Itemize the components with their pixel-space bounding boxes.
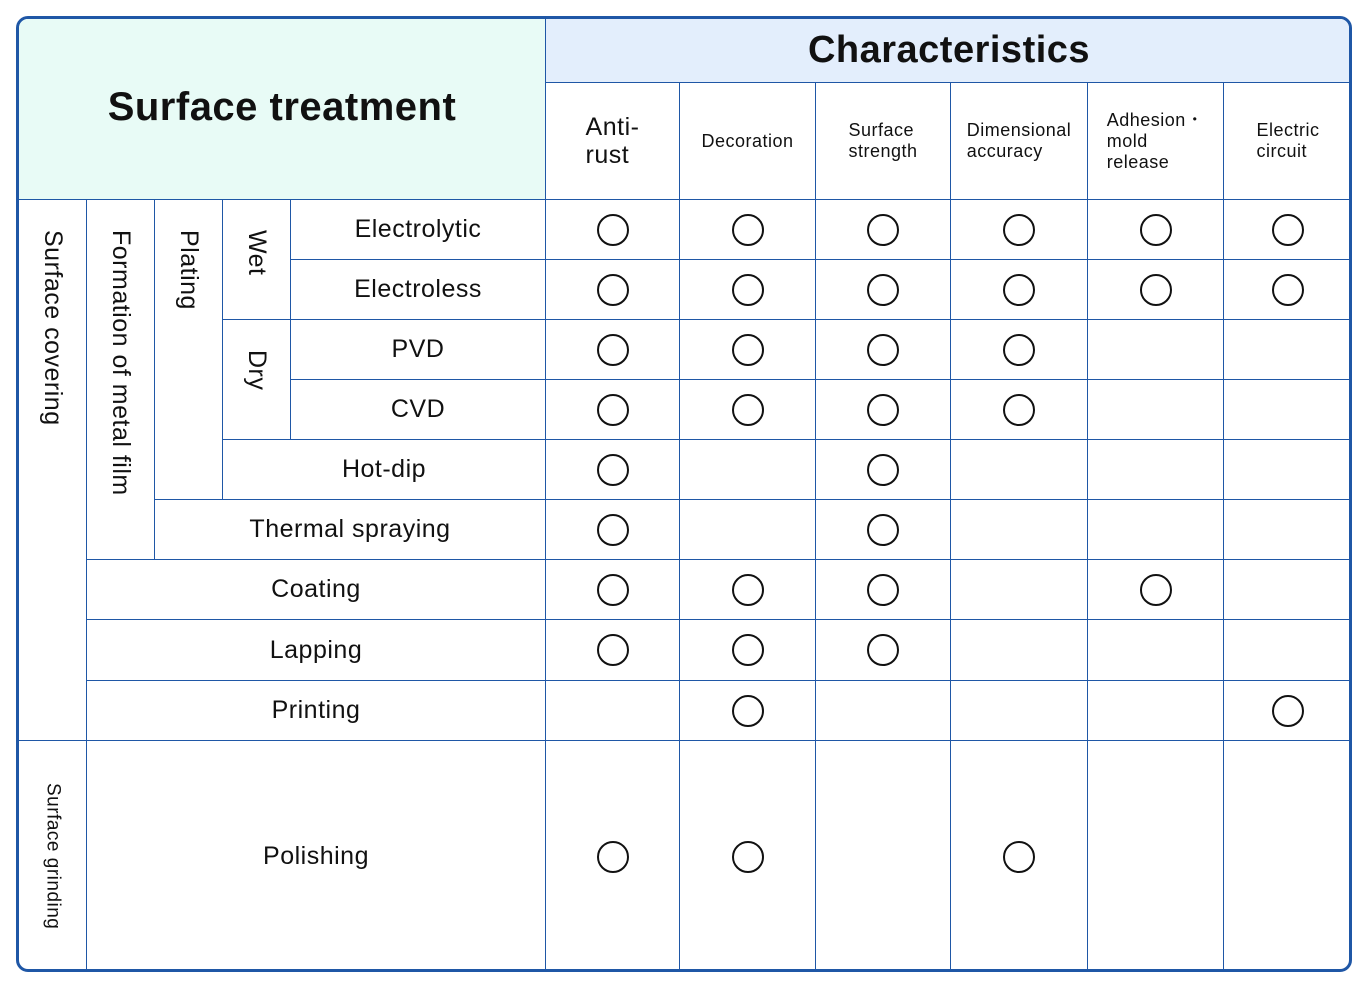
mark-cell xyxy=(816,380,951,440)
circle-mark-icon xyxy=(867,334,899,366)
row-label-cell xyxy=(291,320,546,380)
row-label-cell xyxy=(155,500,546,560)
mark-cell xyxy=(816,741,951,972)
mark-cell xyxy=(1224,200,1352,260)
mark-cell xyxy=(816,200,951,260)
mark-cell xyxy=(680,200,816,260)
mark-cell xyxy=(951,681,1088,741)
circle-mark-icon xyxy=(867,574,899,606)
circle-mark-icon xyxy=(1003,334,1035,366)
circle-mark-icon xyxy=(867,274,899,306)
row-label: Polishing xyxy=(263,842,369,870)
mark-cell xyxy=(816,320,951,380)
mark-cell xyxy=(1224,440,1352,500)
circle-mark-icon xyxy=(1003,274,1035,306)
circle-mark-icon xyxy=(867,514,899,546)
wet-label: Wet xyxy=(243,230,271,276)
circle-mark-icon xyxy=(732,274,764,306)
circle-mark-icon xyxy=(1272,695,1304,727)
mark-cell xyxy=(816,260,951,320)
mark-cell xyxy=(546,320,680,380)
circle-mark-icon xyxy=(1003,214,1035,246)
mark-cell xyxy=(816,500,951,560)
row-label-cell xyxy=(87,741,546,972)
circle-mark-icon xyxy=(597,634,629,666)
mark-cell xyxy=(546,500,680,560)
circle-mark-icon xyxy=(732,695,764,727)
mark-cell xyxy=(951,440,1088,500)
circle-mark-icon xyxy=(732,634,764,666)
circle-mark-icon xyxy=(867,214,899,246)
mark-cell xyxy=(1088,620,1224,681)
mark-cell xyxy=(951,741,1088,972)
row-label: Thermal spraying xyxy=(249,515,451,543)
mark-cell xyxy=(680,620,816,681)
mark-cell xyxy=(951,620,1088,681)
metal-film-label: Formation of metal film xyxy=(107,230,135,496)
column-header-6 xyxy=(1224,83,1352,200)
mark-cell xyxy=(1088,681,1224,741)
category-surface-grinding xyxy=(19,741,87,972)
mark-cell xyxy=(951,320,1088,380)
category-metal-film xyxy=(87,200,155,560)
row-label: Lapping xyxy=(269,635,363,664)
mark-cell xyxy=(680,560,816,620)
mark-cell xyxy=(951,500,1088,560)
mark-cell xyxy=(1224,380,1352,440)
row-label-cell xyxy=(291,380,546,440)
circle-mark-icon xyxy=(732,574,764,606)
plating-label: Plating xyxy=(175,230,203,310)
mark-cell xyxy=(816,620,951,681)
mark-cell xyxy=(680,260,816,320)
row-label-cell xyxy=(291,260,546,320)
mark-cell xyxy=(1224,500,1352,560)
mark-cell xyxy=(1224,681,1352,741)
circle-mark-icon xyxy=(1272,274,1304,306)
mark-cell xyxy=(546,681,680,741)
row-label: Coating xyxy=(271,575,361,603)
mark-cell xyxy=(680,681,816,741)
mark-cell xyxy=(680,500,816,560)
circle-mark-icon xyxy=(597,274,629,306)
mark-cell xyxy=(1088,741,1224,972)
mark-cell xyxy=(1088,200,1224,260)
mark-cell xyxy=(1088,560,1224,620)
circle-mark-icon xyxy=(1003,841,1035,873)
mark-cell xyxy=(680,741,816,972)
category-plating xyxy=(155,200,223,500)
mark-cell xyxy=(1224,741,1352,972)
surface-treatment-header xyxy=(19,19,546,200)
characteristics-title: Characteristics xyxy=(807,29,1091,71)
characteristics-header xyxy=(546,19,1352,83)
row-label: Printing xyxy=(271,696,361,724)
column-header-2 xyxy=(680,83,816,200)
row-label-cell xyxy=(291,200,546,260)
mark-cell xyxy=(816,440,951,500)
mark-cell xyxy=(680,320,816,380)
mark-cell xyxy=(951,380,1088,440)
column-header-5 xyxy=(1088,83,1224,200)
circle-mark-icon xyxy=(1003,394,1035,426)
circle-mark-icon xyxy=(597,514,629,546)
surface-covering-label: Surface covering xyxy=(39,230,67,426)
mark-cell xyxy=(951,200,1088,260)
mark-cell xyxy=(816,560,951,620)
mark-cell xyxy=(951,260,1088,320)
circle-mark-icon xyxy=(597,214,629,246)
mark-cell xyxy=(680,380,816,440)
mark-cell xyxy=(1088,380,1224,440)
column-header-label: Surface strength xyxy=(848,120,918,161)
mark-cell xyxy=(1088,260,1224,320)
mark-cell xyxy=(816,681,951,741)
mark-cell xyxy=(546,620,680,681)
circle-mark-icon xyxy=(732,394,764,426)
column-header-label: Dimensional accuracy xyxy=(966,120,1072,161)
circle-mark-icon xyxy=(1140,574,1172,606)
circle-mark-icon xyxy=(732,214,764,246)
dry-label: Dry xyxy=(243,350,271,391)
row-label: PVD xyxy=(391,335,445,363)
category-wet xyxy=(223,200,291,320)
circle-mark-icon xyxy=(597,394,629,426)
surface-treatment-title: Surface treatment xyxy=(107,84,457,129)
column-header-label: Adhesion・ mold release xyxy=(1106,109,1205,172)
row-label-cell xyxy=(87,620,546,681)
mark-cell xyxy=(1224,260,1352,320)
mark-cell xyxy=(1224,560,1352,620)
row-label-cell xyxy=(87,681,546,741)
mark-cell xyxy=(546,260,680,320)
circle-mark-icon xyxy=(1140,274,1172,306)
mark-cell xyxy=(1088,320,1224,380)
circle-mark-icon xyxy=(597,454,629,486)
circle-mark-icon xyxy=(1272,214,1304,246)
column-header-1 xyxy=(546,83,680,200)
circle-mark-icon xyxy=(597,334,629,366)
mark-cell xyxy=(1224,320,1352,380)
circle-mark-icon xyxy=(867,454,899,486)
mark-cell xyxy=(546,380,680,440)
row-label: Electrolytic xyxy=(354,215,482,243)
characteristics-table xyxy=(16,16,1352,972)
circle-mark-icon xyxy=(867,394,899,426)
column-header-4 xyxy=(951,83,1088,200)
category-dry xyxy=(223,320,291,440)
column-header-label: Electric circuit xyxy=(1256,120,1320,161)
row-label-cell xyxy=(223,440,546,500)
row-label: CVD xyxy=(390,395,446,423)
mark-cell xyxy=(546,200,680,260)
mark-cell xyxy=(680,440,816,500)
column-header-label: Decoration xyxy=(701,130,794,151)
circle-mark-icon xyxy=(732,334,764,366)
mark-cell xyxy=(1088,500,1224,560)
column-header-3 xyxy=(816,83,951,200)
circle-mark-icon xyxy=(597,574,629,606)
circle-mark-icon xyxy=(1140,214,1172,246)
row-label: Electroless xyxy=(354,275,482,303)
mark-cell xyxy=(546,741,680,972)
mark-cell xyxy=(1224,620,1352,681)
circle-mark-icon xyxy=(732,841,764,873)
mark-cell xyxy=(951,560,1088,620)
circle-mark-icon xyxy=(867,634,899,666)
mark-cell xyxy=(1088,440,1224,500)
circle-mark-icon xyxy=(597,841,629,873)
mark-cell xyxy=(546,440,680,500)
category-surface-covering xyxy=(19,200,87,741)
mark-cell xyxy=(546,560,680,620)
row-label: Hot-dip xyxy=(341,455,427,483)
surface-grinding-label: Surface grinding xyxy=(42,783,64,930)
column-header-label: Anti- rust xyxy=(585,113,640,169)
row-label-cell xyxy=(87,560,546,620)
